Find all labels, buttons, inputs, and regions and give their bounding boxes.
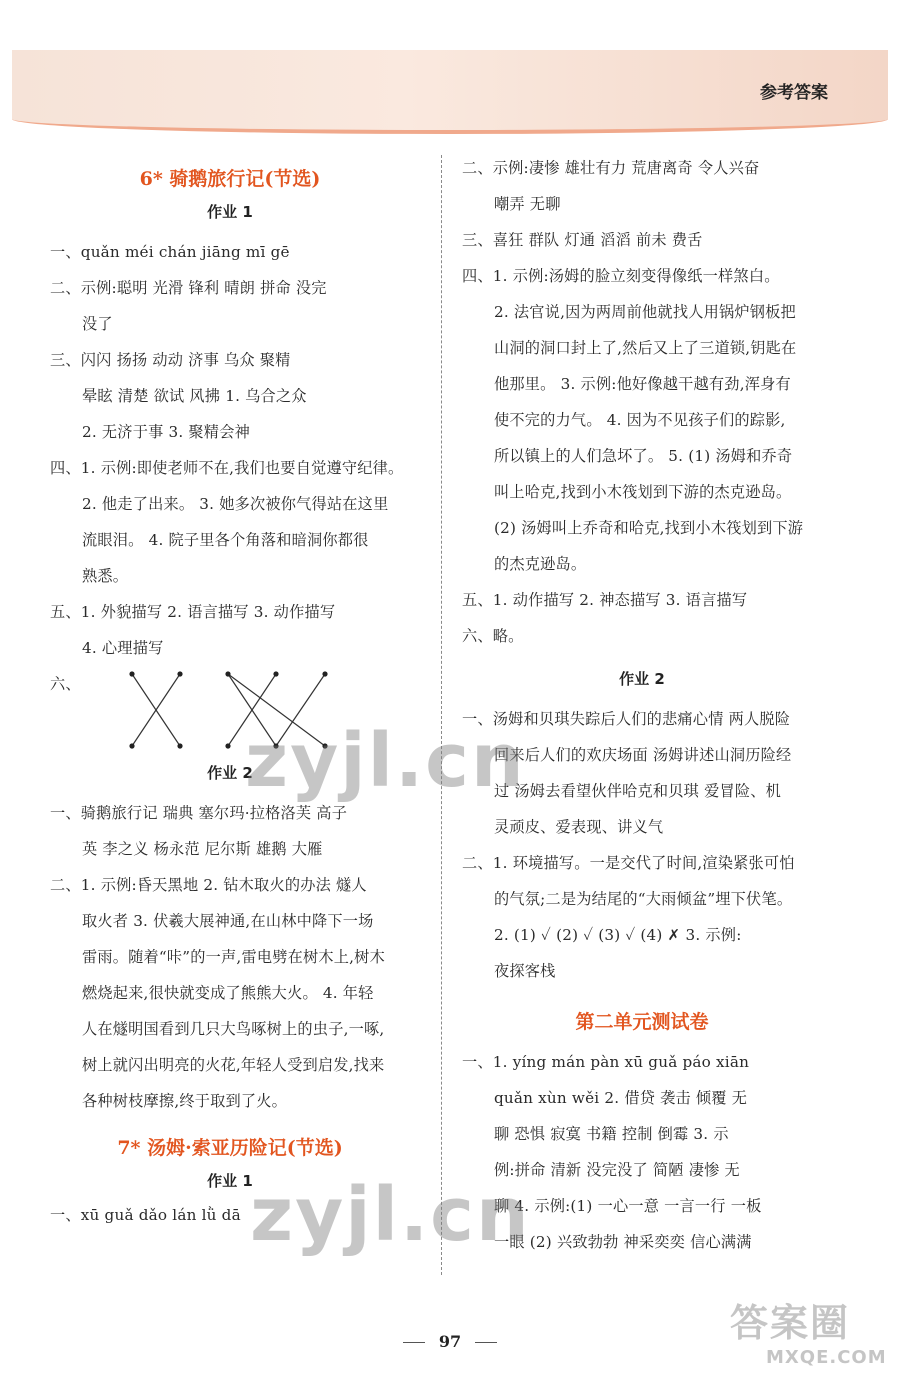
homework-2-title: 作业 2 — [207, 764, 253, 782]
answer-line: 六、略。 — [462, 627, 524, 645]
unit-test-title: 第二单元测试卷 — [575, 1011, 709, 1033]
answer-line: 一眼 (2) 兴致勃勃 神采奕奕 信心满满 — [494, 1233, 752, 1251]
answer-line: 他那里。 3. 示例:他好像越干越有劲,浑身有 — [494, 375, 791, 393]
watermark: zyjl.cn — [250, 1172, 531, 1258]
answer-line: 2. 他走了出来。 3. 她多次被你气得站在这里 — [82, 495, 389, 513]
answer-line: 2. (1) ✓ (2) ✓ (3) ✓ (4) ✗ 3. 示例: — [494, 926, 742, 944]
answer-line: 人在燧明国看到几只大鸟啄树上的虫子,一啄, — [82, 1020, 385, 1038]
answer-line: 四、1. 示例:汤姆的脸立刻变得像纸一样煞白。 — [462, 267, 780, 285]
answer-line: 三、闪闪 扬扬 动动 济事 乌众 聚精 — [50, 351, 291, 369]
answer-line: 一、xū guǎ dǎo lán lǜ dā — [50, 1206, 241, 1224]
answer-line: 夜探客栈 — [494, 962, 556, 980]
answer-line: 所以镇上的人们急坏了。 5. (1) 汤姆和乔奇 — [494, 447, 793, 465]
answer-line: quǎn xùn wěi 2. 借贷 袭击 倾覆 无 — [494, 1089, 748, 1107]
answer-line: 叫上哈克,找到小木筏划到下游的杰克逊岛。 — [494, 483, 792, 501]
answer-line: 二、1. 环境描写。一是交代了时间,渲染紧张可怕 — [462, 854, 795, 872]
answer-line: 各种树枝摩擦,终于取到了火。 — [82, 1092, 288, 1110]
homework-1-title: 作业 1 — [207, 203, 253, 221]
answer-line: 的杰克逊岛。 — [494, 555, 587, 573]
logo-site: MXQE.COM — [766, 1347, 887, 1368]
answer-line: 取火者 3. 伏羲大展神通,在山林中降下一场 — [82, 912, 374, 930]
header-band — [12, 50, 888, 134]
left-column — [50, 150, 410, 1233]
answer-line: 聊 4. 示例:(1) 一心一意 一言一行 一板 — [494, 1197, 762, 1215]
answer-line: 过 汤姆去看望伙伴哈克和贝琪 爱冒险、机 — [494, 782, 782, 800]
answer-line: 燃烧起来,很快就变成了熊熊大火。 4. 年轻 — [82, 984, 374, 1002]
site-logo — [730, 1292, 890, 1380]
logo-text: 答案圈 — [730, 1301, 851, 1345]
answer-line: 雷雨。随着“咔”的一声,雷电劈在树木上,树木 — [82, 948, 385, 966]
answer-line: 灵顽皮、爱表现、讲义气 — [494, 818, 664, 836]
answer-line: 流眼泪。 4. 院子里各个角落和暗洞你都很 — [82, 531, 369, 549]
answer-line: 三、喜狂 群队 灯通 滔滔 前未 费舌 — [462, 231, 703, 249]
column-divider — [441, 155, 442, 1275]
answer-line: 熟悉。 — [82, 567, 129, 585]
answer-line: 2. 无济于事 3. 聚精会神 — [82, 423, 250, 441]
answer-line: 晕眩 清楚 欲试 风拂 1. 乌合之众 — [82, 387, 307, 405]
answer-line: 嘲弄 无聊 — [494, 195, 561, 213]
answer-line: 例:拼命 清新 没完没了 简陋 凄惨 无 — [494, 1161, 740, 1179]
answer-line: 一、骑鹅旅行记 瑞典 塞尔玛·拉格洛芙 高子 — [50, 804, 348, 822]
answer-line: 回来后人们的欢庆场面 汤姆讲述山洞历险经 — [494, 746, 792, 764]
answer-line: 五、1. 外貌描写 2. 语言描写 3. 动作描写 — [50, 603, 336, 621]
right-column — [462, 150, 822, 1260]
answer-line: 四、1. 示例:即使老师不在,我们也要自觉遵守纪律。 — [50, 459, 404, 477]
answer-line: (2) 汤姆叫上乔奇和哈克,找到小木筏划到下游 — [494, 519, 804, 537]
answer-line: 4. 心理描写 — [82, 639, 164, 657]
section-title-6: 6* 骑鹅旅行记(节选) — [139, 168, 321, 190]
homework-1-title: 作业 1 — [207, 1172, 253, 1190]
answer-line: 树上就闪出明亮的火花,年轻人受到启发,找来 — [82, 1056, 385, 1074]
answer-line: 没了 — [82, 315, 113, 333]
matching-label: 六、 — [50, 675, 81, 693]
section-title-7: 7* 汤姆·索亚历险记(节选) — [117, 1137, 343, 1159]
answer-line: 2. 法官说,因为两周前他就找人用锅炉钢板把 — [494, 303, 796, 321]
answer-line: 一、1. yíng mán pàn xū guǎ páo xiān — [462, 1053, 750, 1071]
watermark: zyjl.cn — [245, 718, 526, 804]
answer-line: 二、示例:凄惨 雄壮有力 荒唐离奇 令人兴奋 — [462, 159, 760, 177]
answer-line: 聊 恐惧 寂寞 书籍 控制 倒霉 3. 示 — [494, 1125, 729, 1143]
answer-line: 二、1. 示例:昏天黑地 2. 钻木取火的办法 燧人 — [50, 876, 367, 894]
homework-2-title: 作业 2 — [619, 670, 665, 688]
answer-line: 英 李之义 杨永范 尼尔斯 雄鹅 大雁 — [82, 840, 323, 858]
answer-line: 五、1. 动作描写 2. 神态描写 3. 语言描写 — [462, 591, 748, 609]
answer-line: 山洞的洞口封上了,然后又上了三道锁,钥匙在 — [494, 339, 797, 357]
header-title: 参考答案 — [760, 83, 828, 103]
answer-line: 一、quǎn méi chán jiāng mī gē — [50, 243, 290, 261]
page-number-text: 97 — [438, 1332, 462, 1351]
answer-line: 一、汤姆和贝琪失踪后人们的悲痛心情 两人脱险 — [462, 710, 791, 728]
answer-line: 二、示例:聪明 光滑 锋利 晴朗 拼命 没完 — [50, 279, 327, 297]
answer-line: 的气氛;二是为结尾的“大雨倾盆”埋下伏笔。 — [494, 890, 793, 908]
answer-line: 使不完的力气。 4. 因为不见孩子们的踪影, — [494, 411, 786, 429]
